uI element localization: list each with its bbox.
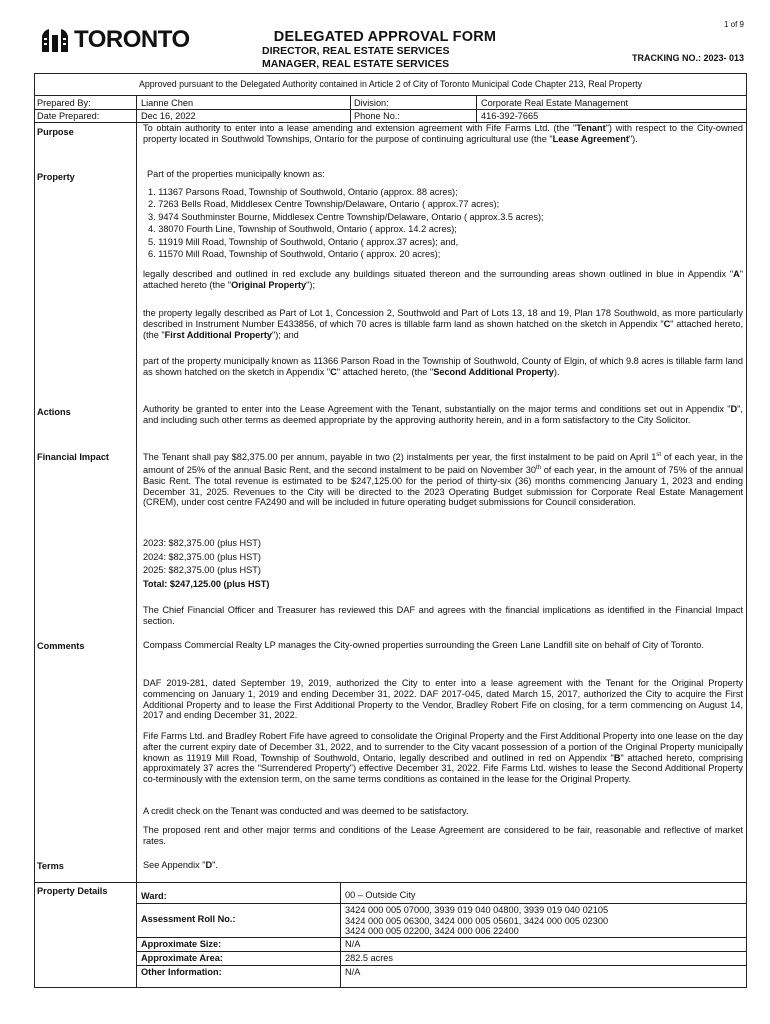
first-additional-property-paragraph: the property legally described as Part of Lot 1, Concession 2, Southwold and Part of Lots 13, 18 and 19, Plan 178 Southwold, as more particularly described in Instrument Number E433856, of which 70 acres is tillable farm land as shown hatched on the sketch in Appendix "C" attached hereto, (the "First Additional Property"); and bbox=[143, 308, 744, 340]
annual-amounts bbox=[143, 537, 269, 591]
amount-total: Total: $247,125.00 (plus HST) bbox=[143, 578, 270, 589]
roll-line: 3424 000 005 06300, 3424 000 005 05601, 3424 000 005 02300 bbox=[345, 915, 609, 926]
property-list bbox=[148, 186, 738, 260]
cfo-review-text: The Chief Financial Officer and Treasurer has reviewed this DAF and agrees with the financial implications as identified in the Financial Impact section. bbox=[143, 605, 743, 626]
actions-label: Actions bbox=[37, 407, 71, 417]
divider bbox=[137, 951, 747, 952]
ward-label: Ward: bbox=[141, 891, 167, 901]
comments-paragraph: A credit check on the Tenant was conducted and was deemed to be satisfactory. bbox=[143, 806, 469, 816]
divider bbox=[34, 95, 747, 96]
column-divider bbox=[136, 95, 137, 988]
actions-text: Authority be granted to enter into the Lease Agreement with the Tenant, substantially on the major terms and conditions set out in Appendix "D", and including such other terms as deemed appropriate by the approving authority herein, and in a form satisfactory to the City Solicitor. bbox=[143, 404, 743, 425]
second-additional-property-paragraph: part of the property municipally known as 11366 Parson Road in the Township of Southwold, County of Elgin, of which 9.8 acres is tillable farm land as shown hatched on the sketch in Appendix "C" attached hereto, (the "Second Additional Property). bbox=[143, 356, 743, 377]
property-label: Property bbox=[37, 172, 75, 182]
logo-wordmark: TORONTO bbox=[74, 26, 190, 53]
divider bbox=[137, 903, 747, 904]
list-item: 1. 11367 Parsons Road, Township of Southwold, Ontario (approx. 88 acres); bbox=[148, 187, 458, 197]
divider bbox=[34, 882, 747, 883]
approximate-area-label: Approximate Area: bbox=[141, 953, 223, 963]
form-title: DELEGATED APPROVAL FORM bbox=[273, 29, 497, 45]
divider bbox=[137, 937, 747, 938]
amount-row: 2023: $82,375.00 (plus HST) bbox=[143, 538, 261, 548]
phone-label: Phone No.: bbox=[354, 111, 400, 121]
list-item: 6. 11570 Mill Road, Township of Southwold, Ontario ( approx. 20 acres); bbox=[148, 249, 441, 260]
comments-paragraph: Compass Commercial Realty LP manages the City-owned properties surrounding the Green Lane Landfill site on behalf of City of Toronto. bbox=[143, 640, 704, 650]
column-divider bbox=[476, 95, 477, 122]
date-prepared-value: Dec 16, 2022 bbox=[141, 111, 196, 121]
other-information-value: N/A bbox=[345, 967, 361, 977]
amount-row: 2025: $82,375.00 (plus HST) bbox=[143, 565, 261, 575]
other-information-label: Other Information: bbox=[141, 967, 222, 977]
financial-impact-label: Financial Impact bbox=[37, 452, 109, 462]
divider bbox=[137, 965, 747, 966]
roll-line: 3424 000 005 07000, 3939 019 040 04800, 3939 019 040 02105 bbox=[345, 905, 609, 915]
list-item: 4. 38070 Fourth Line, Township of Southwold, Ontario ( approx. 14.2 acres); bbox=[148, 224, 457, 235]
form-subtitle-manager: MANAGER, REAL ESTATE SERVICES bbox=[262, 58, 450, 70]
form-subtitle-director: DIRECTOR, REAL ESTATE SERVICES bbox=[262, 45, 450, 57]
approximate-size-value: N/A bbox=[345, 939, 361, 949]
terms-text: See Appendix "D". bbox=[143, 860, 218, 870]
comments-label: Comments bbox=[37, 641, 85, 651]
divider bbox=[34, 109, 747, 110]
list-item: 3. 9474 Southminster Bourne, Middlesex Centre Township/Delaware, Ontario ( approx.3.5 acres); bbox=[148, 211, 544, 222]
approximate-size-label: Approximate Size: bbox=[141, 939, 222, 949]
division-value: Corporate Real Estate Management bbox=[481, 98, 629, 108]
prepared-by-value: Lianne Chen bbox=[141, 98, 194, 108]
column-divider bbox=[350, 95, 351, 122]
comments-paragraph: The proposed rent and other major terms and conditions of the Lease Agreement are considered to be fair, reasonable and reflective of market rates. bbox=[143, 825, 743, 846]
property-details-label: Property Details bbox=[37, 886, 108, 896]
date-prepared-label: Date Prepared: bbox=[37, 111, 100, 121]
prepared-by-label: Prepared By: bbox=[37, 98, 91, 108]
column-divider bbox=[340, 882, 341, 988]
list-item: 2. 7263 Bells Road, Middlesex Centre Township/Delaware, Ontario ( approx.77 acres); bbox=[148, 199, 500, 210]
division-label: Division: bbox=[354, 98, 389, 108]
amount-row: 2024: $82,375.00 (plus HST) bbox=[143, 551, 261, 562]
approval-statement: Approved pursuant to the Delegated Authority contained in Article 2 of City of Toronto Municipal Code Chapter 213, Real Property bbox=[138, 79, 643, 89]
page-number: 1 of 9 bbox=[723, 20, 744, 29]
assessment-roll-label: Assessment Roll No.: bbox=[141, 914, 236, 924]
roll-line: 3424 000 005 02200, 3424 000 006 22400 bbox=[345, 926, 519, 936]
comments-paragraph: Fife Farms Ltd. and Bradley Robert Fife have agreed to consolidate the Original Property and the First Additional Property into one lease on the day after the current expiry date of December 31, 2022, and to surrender to the City vacant possession of a portion of the Original Property municipally known as 11919 Mill Road, Township of Southwold, Ontario, legally described and outlined in red on Appendix "B" attached hereto, comprising approximately 37 acres the "Surrendered Property") effective December 31, 2022. Fife Farms Ltd. wishes to lease the Second Additional Property co-terminously with the extension term, on the same terms conditions as contained in the lease for the Original Property. bbox=[143, 731, 743, 785]
original-property-paragraph: legally described and outlined in red exclude any buildings situated thereon and the surrounding areas shown outlined in blue in Appendix "A" attached hereto (the "Original Property"); bbox=[143, 269, 743, 290]
list-item: 5. 11919 Mill Road, Township of Southwold, Ontario ( approx.37 acres); and, bbox=[148, 236, 459, 247]
tracking-number: TRACKING NO.: 2023- 013 bbox=[631, 53, 744, 63]
ward-value: 00 – Outside City bbox=[345, 890, 416, 900]
comments-paragraph: DAF 2019-281, dated September 19, 2019, authorized the City to enter into a lease agreement with the Tenant for the Original Property commencing on January 1, 2019 and ending December 31, 2022. DAF 2017-045, dated March 15, 2017, authorized the City to acquire the First Additional Property and to lease the First Additional Property to the Vendor, Bradley Robert Fife on closing, for a term commencing on August 14, 2017 and ending December 31, 2022. bbox=[143, 678, 743, 721]
purpose-label: Purpose bbox=[37, 127, 74, 137]
terms-label: Terms bbox=[37, 861, 64, 871]
purpose-text: To obtain authority to enter into a lease amending and extension agreement with Fife Farms Ltd. (the "Tenant") with respect to the City-owned property located in Southwold Townships, Ontario for the purpose of continuing agricultural use (the "Lease Agreement"). bbox=[143, 123, 743, 144]
approximate-area-value: 282.5 acres bbox=[345, 953, 394, 963]
phone-value: 416-392-7665 bbox=[481, 111, 539, 121]
property-intro: Part of the properties municipally known as: bbox=[147, 169, 325, 179]
financial-impact-text: The Tenant shall pay $82,375.00 per annum, payable in two (2) instalments per year, the first instalment to be paid on April 1st of each year, in the amount of 25% of the annual Basic Rent, and the second instalment to be paid on November 30th of each year, in the amount of 75% of the annual Basic Rent. The total revenue is estimated to be $247,125.00 for the period of thirty-six (36) months commencing January 1, 2023 and ending December 31, 2025. Revenues to the City will be directed to the 2023 Operating Budget submission for Corporate Real Estate Management (CREM), under cost centre FA2490 and will be included in future operating budget submissions for Council consideration. bbox=[143, 452, 743, 508]
assessment-roll-values bbox=[345, 905, 608, 937]
